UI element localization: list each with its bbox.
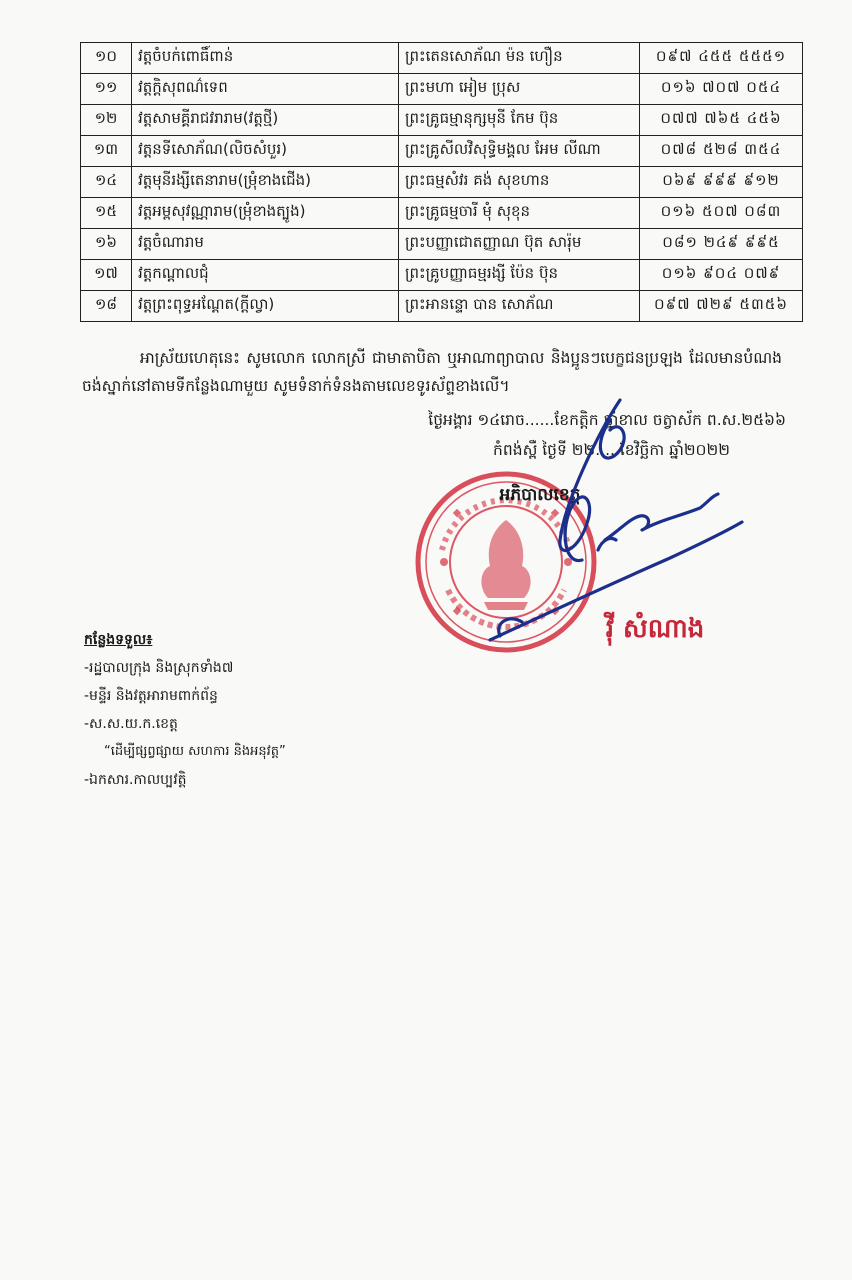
table-row	[81, 291, 803, 322]
pagoda-name: វត្តអម្ពសុវណ្ណារាម(ម្រុំខាងត្បូង)	[132, 198, 399, 229]
table-row	[81, 43, 803, 74]
table-row	[81, 74, 803, 105]
phone-number: ០៦៩ ៩៩៩ ៩១២	[640, 167, 803, 198]
row-number: ១២	[81, 105, 132, 136]
phone-number: ០១៦ ៩០៤ ០៧៩	[640, 260, 803, 291]
row-number: ១៥	[81, 198, 132, 229]
recipient-item: -រដ្ឋបាលក្រុង និងស្រុកទាំង៧	[84, 660, 234, 676]
recipient-item: -មន្ទីរ និងវត្តអារាមពាក់ព័ន្ធ	[84, 688, 218, 704]
row-number: ១៣	[81, 136, 132, 167]
table-row	[81, 105, 803, 136]
row-number: ១៦	[81, 229, 132, 260]
monk-name: ព្រះគ្រូធម្មចារី មុំ សុខុន	[399, 198, 640, 229]
notice-text: អាស្រ័យហេតុនេះ សូមលោក លោកស្រី ជាមាតាបិតា ឬអាណាព្យាបាល និងប្អូនៗបេក្ខជនប្រឡង ដែលមានបំណងចង់ស្នាក់នៅតាមទីកន្លែងណាមួយ សូមទំនាក់ទំនងតាមលេខទូរស័ព្ទខាងលើ។	[82, 349, 782, 395]
phone-number: ០៧៧ ៧៦៥ ៤៥៦	[640, 105, 803, 136]
phone-number: ០៧៨ ៥២៨ ៣៥៤	[640, 136, 803, 167]
phone-number: ០១៦ ៥០៧ ០៨៣	[640, 198, 803, 229]
recipient-item: -ឯកសារ.កាលប្បវត្តិ	[84, 772, 187, 788]
phone-number: ០១៦ ៧០៧ ០៥៤	[640, 74, 803, 105]
row-number: ១១	[81, 74, 132, 105]
monk-name: ព្រះធម្មសំវរ គង់ សុខហាន	[399, 167, 640, 198]
monk-name: ព្រះអានន្ទោ បាន សោភ័ណ	[399, 291, 640, 322]
table-row	[81, 167, 803, 198]
table-row	[81, 136, 803, 167]
row-number: ១៧	[81, 260, 132, 291]
phone-number: ០៨១ ២៤៩ ៩៩៥	[640, 229, 803, 260]
recipient-item: -ស.ស.យ.ក.ខេត្ត	[84, 716, 178, 732]
pagoda-name: វត្តព្រះពុទ្ធអណ្តែត(ក្តីល្វា)	[132, 291, 399, 322]
pagoda-name: វត្តនទីសោភ័ណ(លិចសំបួរ)	[132, 136, 399, 167]
phone-number: ០៩៧ ៤៥៥ ៥៥៥១	[640, 43, 803, 74]
table-row	[81, 198, 803, 229]
pagoda-name: វត្តមុនីរង្សីតេនារាម(ម្រុំខាងជើង)	[132, 167, 399, 198]
table-body	[81, 43, 803, 322]
signer-name: វ៉ី សំណាង	[605, 614, 705, 644]
table-row	[81, 260, 803, 291]
monk-name: ព្រះគ្រូសីលវិសុទ្ធិមង្គល អែម លីណា	[399, 136, 640, 167]
monk-name: ព្រះមហា អៀម ប្រុស	[399, 74, 640, 105]
monk-name: ព្រះគ្រូបញ្ញាធម្មរង្សី ប៉ែន ប៊ុន	[399, 260, 640, 291]
row-number: ១៤	[81, 167, 132, 198]
row-number: ១០	[81, 43, 132, 74]
recipients-block	[84, 626, 444, 794]
lunar-date: ថ្ងៃអង្គារ ១៤រោច......ខែកត្តិក ឆ្នាំខាល ចត្វាស័ក ព.ស.២៥៦៦	[428, 411, 786, 429]
pagoda-name: វត្តកណ្តាលជុំ	[132, 260, 399, 291]
phone-number: ០៩៧ ៧២៩ ៥៣៥៦	[640, 291, 803, 322]
pagoda-name: វត្តចំបក់ពោធិ៍ពាន់	[132, 43, 399, 74]
row-number: ១៨	[81, 291, 132, 322]
pagoda-contact-table	[80, 42, 803, 322]
recipients-heading: កន្លែងទទួល៖	[84, 632, 153, 648]
recipient-note: “ដើម្បីផ្សព្វផ្សាយ សហការ និងអនុវត្ត”	[104, 744, 286, 759]
table-row	[81, 229, 803, 260]
monk-name: ព្រះតេនសោភ័ណ ម៉ន ហឿន	[399, 43, 640, 74]
pagoda-name: វត្តសាមគ្គីរាជវរារាម(វត្តថ្មី)	[132, 105, 399, 136]
pagoda-name: វត្តចំណារាម	[132, 229, 399, 260]
solar-date: កំពង់ស្ពឺ ថ្ងៃទី ២២.....ខែវិច្ឆិកា ឆ្នាំ២០២២	[493, 441, 730, 459]
monk-name: ព្រះគ្រូធម្មានុក្សមុនី កែម ប៊ុន	[399, 105, 640, 136]
monk-name: ព្រះបញ្ញាជោតញ្ញាណ ប៊ុត សារ៉ុម	[399, 229, 640, 260]
pagoda-name: វត្តក្តិសុពណ៌ទេព	[132, 74, 399, 105]
governor-title: អភិបាលខេត្ត	[499, 485, 581, 505]
